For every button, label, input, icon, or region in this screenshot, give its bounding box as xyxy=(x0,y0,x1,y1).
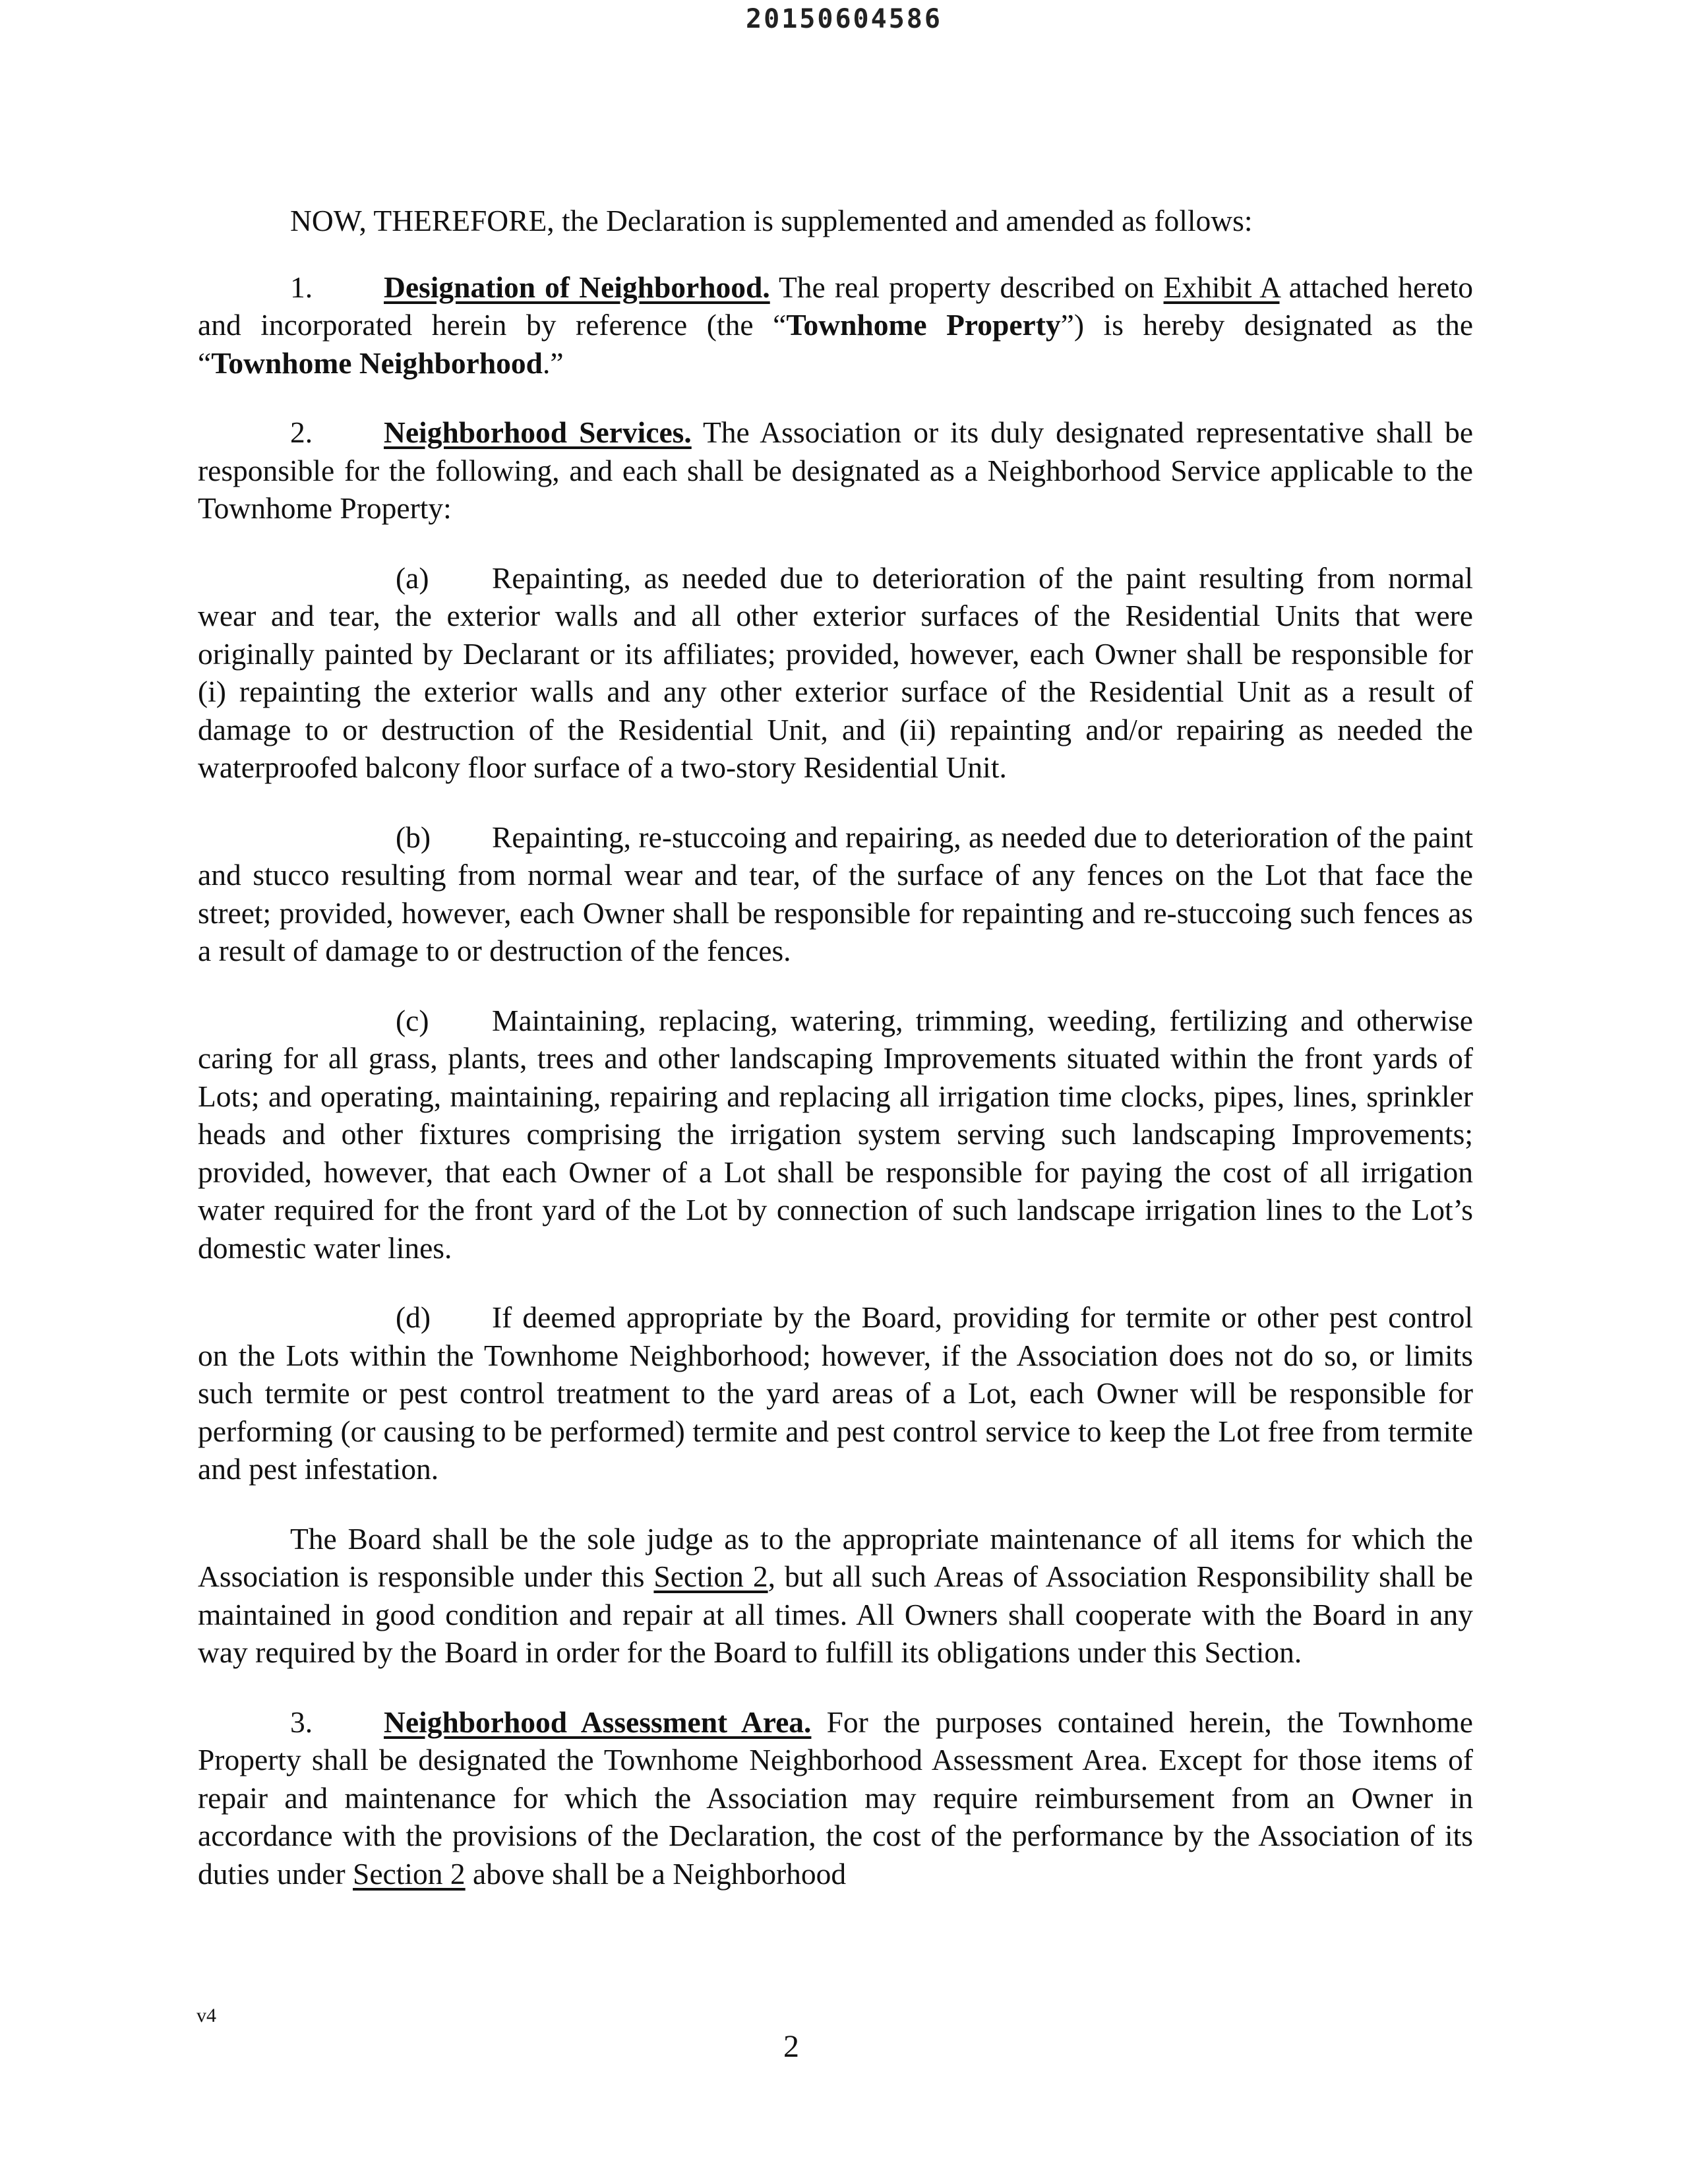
section-3-number: 3. xyxy=(290,1705,313,1739)
section-2-reference: Section 2 xyxy=(653,1560,768,1593)
townhome-property-term: Townhome Property xyxy=(786,308,1061,342)
section-2-paragraph xyxy=(198,413,1473,528)
section-1-text: The real property described on xyxy=(769,270,1164,304)
board-judgment-paragraph xyxy=(198,1520,1473,1672)
section-2-number: 2. xyxy=(290,415,313,449)
section-3-heading: Neighborhood Assessment Area. xyxy=(384,1705,812,1739)
section-2-reference: Section 2 xyxy=(353,1856,466,1891)
closing-text: The Board shall be the sole judge as to the appropriate maintenance of all items for which the Association is responsible under this xyxy=(198,1521,1473,1593)
recording-number-stamp: 20150604586 xyxy=(746,4,942,34)
section-1-text: ”) is hereby designated as the “ xyxy=(198,308,1474,380)
townhome-neighborhood-term: Townhome Neighborhood xyxy=(211,346,543,380)
subsection-b-label: (b) xyxy=(396,820,431,854)
subsection-c-text: Maintaining, replacing, watering, trimming, weeding, fertilizing and otherwise caring for all grass, plants, trees and other landscaping Improvements situated within the front yards of Lots; and operating, maintaining, repairing and replacing all irrigation time clocks, pipes, lines, sprinkler heads and other fixtures comprising the irrigation system serving such landscaping Improvements; provided, however, that each Owner of a Lot shall be responsible for paying the cost of all irrigation water required for the front yard of the Lot by connection of such landscape irrigation lines to the Lot’s domestic water lines. xyxy=(198,1003,1473,1265)
section-1-heading: Designation of Neighborhood. xyxy=(384,270,770,304)
section-3-text: above shall be a Neighborhood xyxy=(465,1856,847,1891)
version-label: v4 xyxy=(196,2005,216,2026)
subsection-b-text: Repainting, re-stuccoing and repairing, as needed due to deterioration of the paint and stucco resulting from normal wear and tear, of the surface of any fences on the Lot that face the street; provided, however, each Owner shall be responsible for repainting and re-stuccoing such fences as a result of damage to or destruction of the fences. xyxy=(198,820,1473,967)
section-3-text: For the purposes contained herein, the Townhome Property shall be designated the Townhome Neighborhood Assessment Area. Except for those items of repair and maintenance for which the Association may require reimbursement from an Owner in accordance with the provisions of the Declaration, the cost of the performance by the Association of its duties under xyxy=(198,1705,1473,1891)
subsection-b-paragraph xyxy=(198,818,1473,970)
document-body xyxy=(198,202,1473,1924)
subsection-d-text: If deemed appropriate by the Board, providing for termite or other pest control on the Lots within the Townhome Neighborhood; however, if the Association does not do so, or limits such termite or pest control treatment to the yard areas of a Lot, each Owner will be responsible for performing (or causing to be performed) termite and pest control service to keep the Lot free from termite and pest infestation. xyxy=(198,1300,1473,1486)
closing-text: , but all such Areas of Association Responsibility shall be maintained in good condition and repair at all times. All Owners shall cooperate with the Board in any way required by the Board in order for the Board to fulfill its obligations under this Section. xyxy=(198,1560,1473,1669)
subsection-a-paragraph xyxy=(198,559,1473,787)
section-1-text: attached hereto and incorporated herein by reference (the “ xyxy=(198,270,1473,342)
section-1-paragraph xyxy=(198,268,1473,382)
exhibit-a-reference: Exhibit A xyxy=(1163,270,1280,304)
subsection-a-label: (a) xyxy=(396,561,429,595)
section-1-text: .” xyxy=(542,346,564,380)
subsection-a-text: Repainting, as needed due to deterioration of the paint resulting from normal wear and tear, the exterior walls and all other exterior surfaces of the Residential Units that were originally painted by Declarant or its affiliates; provided, however, each Owner shall be responsible for (i) repainting the exterior walls and any other exterior surface of the Residential Unit as a result of damage to or destruction of the Residential Unit, and (ii) repainting and/or repairing as needed the waterproofed balcony floor surface of a two-story Residential Unit. xyxy=(198,561,1473,784)
subsection-c-paragraph xyxy=(198,1002,1473,1267)
subsection-d-paragraph xyxy=(198,1298,1473,1488)
page-number: 2 xyxy=(783,2029,799,2064)
subsection-c-label: (c) xyxy=(396,1003,429,1037)
section-2-heading: Neighborhood Services. xyxy=(384,415,692,449)
section-2-text: The Association or its duly designated representative shall be responsible for the following, and each shall be designated as a Neighborhood Service applicable to the Townhome Property: xyxy=(198,415,1474,525)
section-1-number: 1. xyxy=(290,270,313,304)
subsection-d-label: (d) xyxy=(396,1300,431,1334)
section-3-paragraph xyxy=(198,1703,1473,1893)
intro-paragraph: NOW, THEREFORE, the Declaration is supplemented and amended as follows: xyxy=(290,204,1253,237)
